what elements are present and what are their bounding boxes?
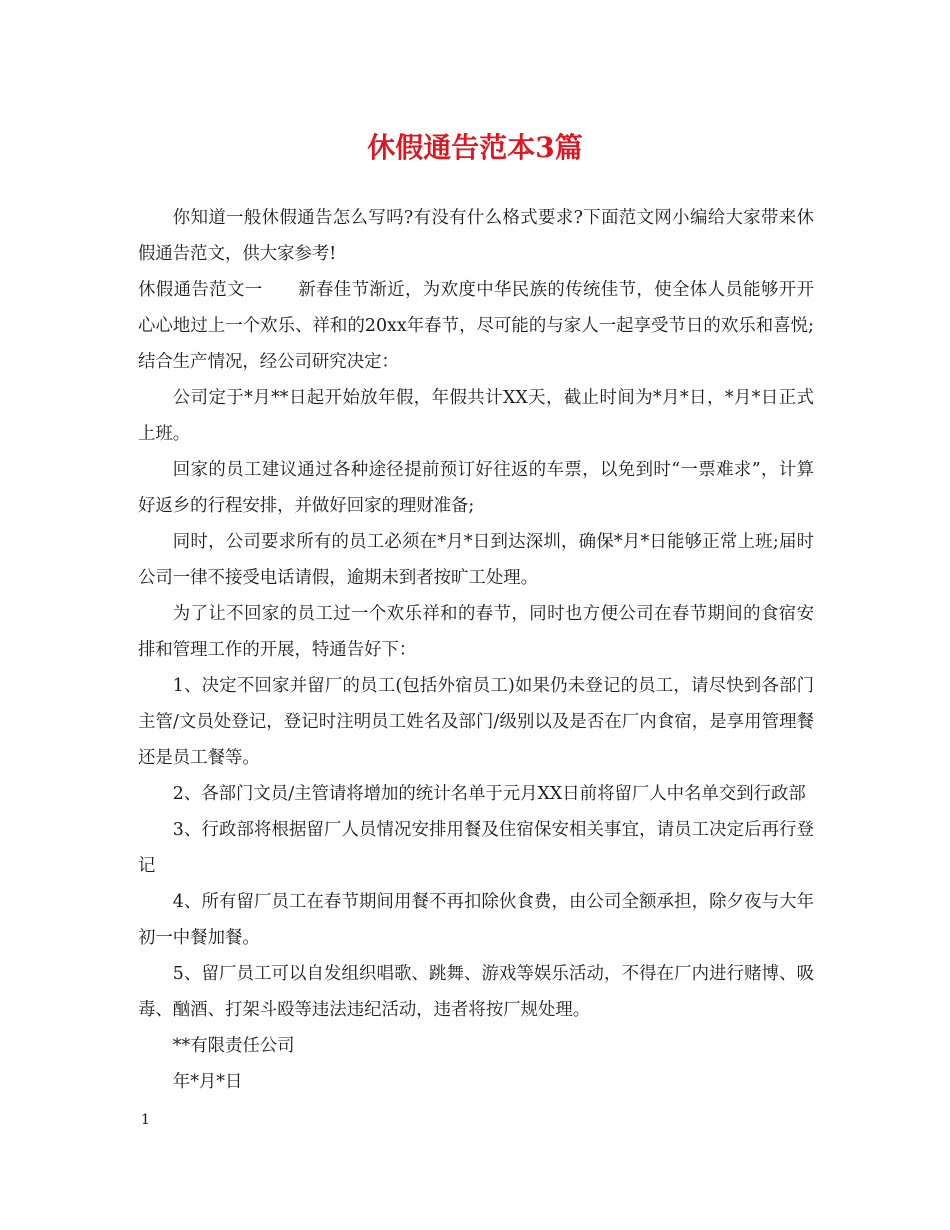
body-paragraph: 休假通告范文一 新春佳节渐近，为欢度中华民族的传统佳节，使全体人员能够开开心心地过上一个欢乐、祥和的20xx年春节，尽可能的与家人一起享受节日的欢乐和喜悦;结合生产情况，经公司研究决定： xyxy=(138,280,814,372)
page-number: 1 xyxy=(141,1112,150,1128)
document-title: 休假通告范本3篇 xyxy=(367,131,583,164)
body-paragraph: 3、行政部将根据留厂人员情况安排用餐及住宿保安相关事宜，请员工决定后再行登记 xyxy=(138,820,814,876)
body-paragraph: **有限责任公司 xyxy=(172,1036,295,1056)
body-paragraph: 你知道一般休假通告怎么写吗?有没有什么格式要求?下面范文网小编给大家带来休假通告范文，供大家参考! xyxy=(138,208,814,264)
body-paragraph: 5、留厂员工可以自发组织唱歌、跳舞、游戏等娱乐活动，不得在厂内进行赌博、吸毒、酗酒、打架斗殴等违法违纪活动，违者将按厂规处理。 xyxy=(138,964,814,1020)
body-paragraph: 同时，公司要求所有的员工必须在*月*日到达深圳，确保*月*日能够正常上班;届时公司一律不接受电话请假，逾期未到者按旷工处理。 xyxy=(138,532,814,588)
body-paragraph: 为了让不回家的员工过一个欢乐祥和的春节，同时也方便公司在春节期间的食宿安排和管理工作的开展，特通告好下： xyxy=(138,604,814,660)
body-paragraph: 4、所有留厂员工在春节期间用餐不再扣除伙食费，由公司全额承担，除夕夜与大年初一中餐加餐。 xyxy=(138,892,814,948)
body-paragraph: 1、决定不回家并留厂的员工(包括外宿员工)如果仍未登记的员工，请尽快到各部门主管/文员处登记，登记时注明员工姓名及部门/级别以及是否在厂内食宿，是享用管理餐还是员工餐等。 xyxy=(138,676,814,768)
body-paragraph: 年*月*日 xyxy=(172,1072,243,1092)
body-paragraph: 回家的员工建议通过各种途径提前预订好往返的车票，以免到时“一票难求”，计算好返乡的行程安排，并做好回家的理财准备; xyxy=(138,460,814,516)
body-paragraph: 公司定于*月**日起开始放年假，年假共计XX天，截止时间为*月*日，*月*日正式上班。 xyxy=(138,388,814,444)
document-body xyxy=(138,200,814,1100)
body-paragraph: 2、各部门文员/主管请将增加的统计名单于元月XX日前将留厂人中名单交到行政部 xyxy=(172,784,806,804)
